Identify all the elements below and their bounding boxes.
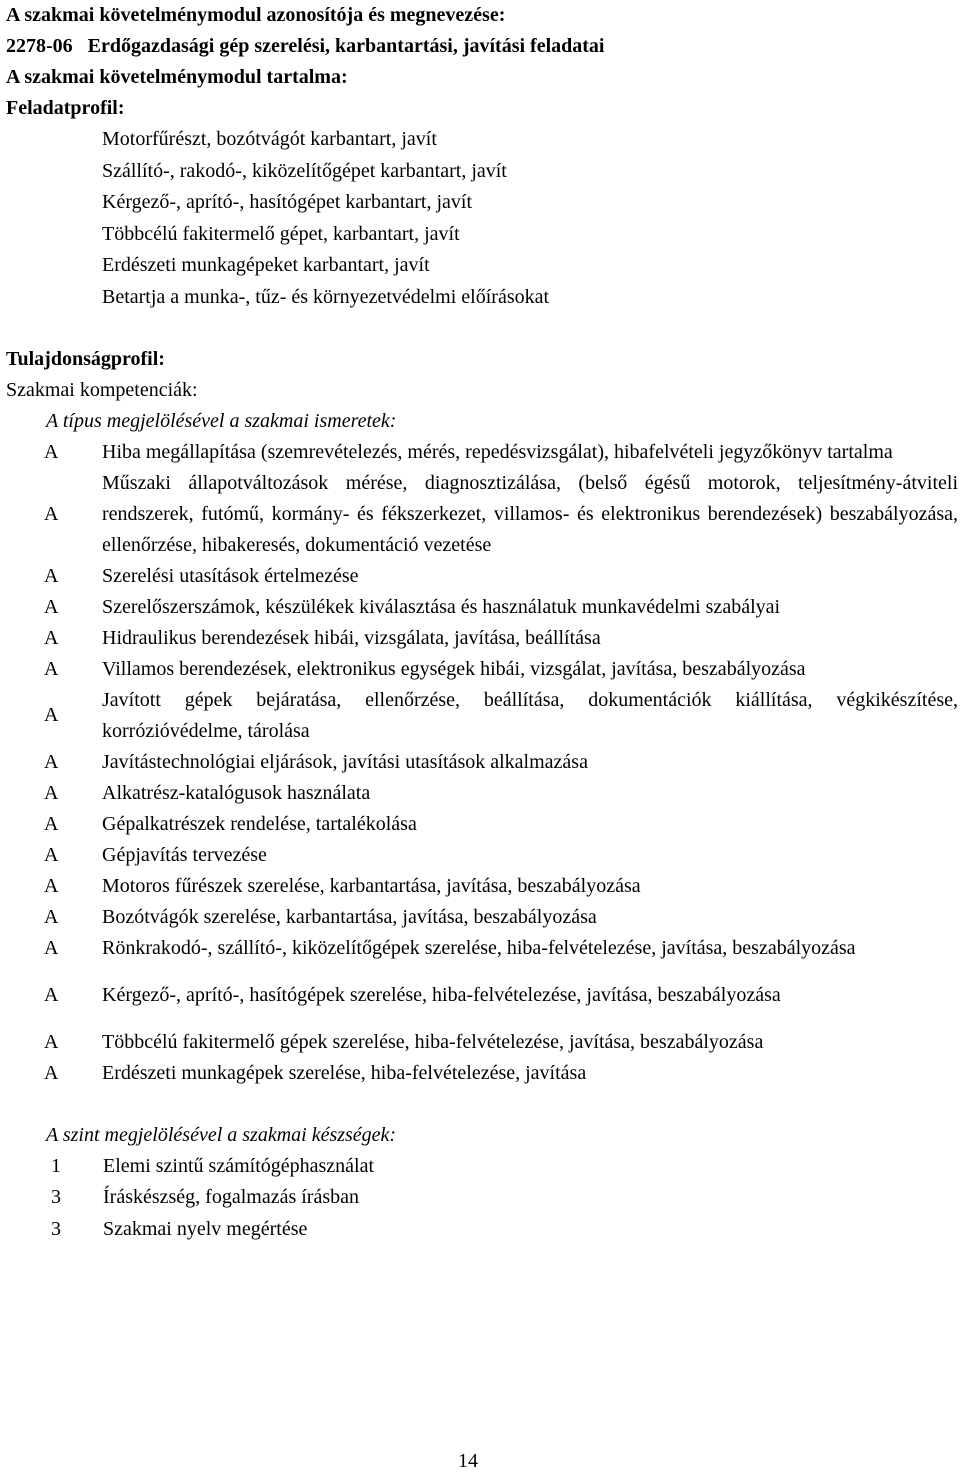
type-cell: A (44, 704, 59, 727)
knowledge-cell: Motoros fűrészek szerelése, karbantartása, javítása, beszabályozása (102, 874, 641, 897)
table-row (44, 1019, 958, 1058)
knowledge-table (44, 437, 958, 1089)
type-cell: A (44, 657, 59, 680)
type-cell: A (44, 983, 59, 1006)
type-cell: A (44, 1061, 59, 1084)
table-row (44, 778, 958, 809)
knowledge-cell: Alkatrész-katalógusok használata (102, 781, 371, 804)
knowledge-cell: Hidraulikus berendezések hibái, vizsgálata, javítása, beállítása (102, 626, 601, 649)
table-row (44, 840, 958, 871)
task-item: Betartja a munka-, tűz- és környezetvédelmi előírásokat (102, 285, 550, 308)
document-page (6, 0, 958, 1245)
type-cell: A (44, 1030, 59, 1053)
knowledge-cell: Javítástechnológiai eljárások, javítási utasítások alkalmazása (102, 750, 588, 773)
knowledge-cell: Javított gépek bejáratása, ellenőrzése, beállítása, dokumentációk kiállítása, végkikészítése, korrózióvédelme, tárolása (102, 688, 958, 742)
table-row (44, 468, 958, 561)
table-row (44, 561, 958, 592)
type-cell: A (44, 874, 59, 897)
task-list (6, 124, 958, 314)
table-row (44, 623, 958, 654)
knowledge-cell: Hiba megállapítása (szemrevételezés, mérés, repedésvizsgálat), hibafelvételi jegyzőkönyv tartalma (102, 440, 893, 463)
table-row (44, 592, 958, 623)
level-cell: 3 (51, 1186, 61, 1209)
table-row (44, 902, 958, 933)
competences-heading: Szakmai kompetenciák: (6, 378, 198, 401)
knowledge-cell: Műszaki állapotváltozások mérése, diagnosztizálása, (belső égésű motorok, teljesítmény-átviteli rendszerek, futómű, kormány- és fékszerkezet, villamos- és elektronikus berendezések) beszabályozása, ellenőrzése, hibakeresés, dokumentáció vezetése (102, 471, 958, 556)
module-header (6, 0, 958, 124)
type-cell: A (44, 750, 59, 773)
knowledge-cell: Szerelőszerszámok, készülékek kiválasztása és használatuk munkavédelmi szabályai (102, 595, 781, 618)
task-item: Többcélú fakitermelő gépet, karbantart, javít (102, 222, 460, 245)
page-number: 14 (458, 1450, 478, 1472)
knowledge-cell: Erdészeti munkagépek szerelése, hiba-felvételezése, javítása (102, 1061, 587, 1084)
module-content-heading: A szakmai követelménymodul tartalma: (6, 66, 348, 88)
skill-cell: Elemi szintű számítógéphasználat (103, 1154, 375, 1177)
type-cell: A (44, 564, 59, 587)
property-profile-heading: Tulajdonságprofil: (6, 347, 165, 370)
task-item: Kérgező-, aprító-, hasítógépet karbantart, javít (102, 191, 473, 214)
type-cell: A (44, 626, 59, 649)
table-row (44, 747, 958, 778)
knowledge-cell: Szerelési utasítások értelmezése (102, 564, 359, 587)
type-cell: A (44, 502, 59, 525)
type-cell: A (44, 595, 59, 618)
table-row (44, 871, 958, 902)
knowledge-heading: A típus megjelölésével a szakmai ismeretek: (46, 409, 397, 432)
knowledge-cell: Rönkrakodó-, szállító-, kiközelítőgépek szerelése, hiba-felvételezése, javítása, beszabályozása (102, 936, 856, 959)
module-id-heading: A szakmai követelménymodul azonosítója és megnevezése: (6, 4, 506, 26)
type-cell: A (44, 843, 59, 866)
table-row (44, 685, 958, 747)
table-row (44, 809, 958, 840)
level-cell: 1 (51, 1154, 61, 1177)
task-profile-heading: Feladatprofil: (6, 97, 125, 119)
knowledge-cell: Kérgező-, aprító-, hasítógépek szerelése, hiba-felvételezése, javítása, beszabályozása (102, 983, 781, 1006)
type-cell: A (44, 905, 59, 928)
skill-cell: Íráskészség, fogalmazás írásban (103, 1186, 359, 1209)
table-row (51, 1182, 374, 1214)
table-row (51, 1151, 374, 1183)
type-cell: A (44, 812, 59, 835)
task-item: Erdészeti munkagépeket karbantart, javít (102, 254, 430, 277)
module-title: 2278-06 Erdőgazdasági gép szerelési, karbantartási, javítási feladatai (6, 35, 605, 57)
task-item: Motorfűrészt, bozótvágót karbantart, javít (102, 128, 437, 150)
task-item: Szállító-, rakodó-, kiközelítőgépet karbantart, javít (102, 159, 507, 182)
skills-table (51, 1151, 374, 1246)
table-row (44, 654, 958, 685)
type-cell: A (44, 781, 59, 804)
knowledge-cell: Bozótvágók szerelése, karbantartása, javítása, beszabályozása (102, 905, 597, 928)
type-cell: A (44, 440, 59, 463)
table-row (44, 964, 958, 1019)
skill-cell: Szakmai nyelv megértése (103, 1217, 308, 1240)
knowledge-cell: Villamos berendezések, elektronikus egységek hibái, vizsgálat, javítása, beszabályozása (102, 657, 806, 680)
type-cell: A (44, 936, 59, 959)
knowledge-cell: Gépjavítás tervezése (102, 843, 267, 866)
level-cell: 3 (51, 1217, 61, 1240)
knowledge-cell: Többcélú fakitermelő gépek szerelése, hiba-felvételezése, javítása, beszabályozása (102, 1030, 764, 1053)
table-row (51, 1214, 374, 1246)
table-row (44, 933, 958, 964)
skills-heading: A szint megjelölésével a szakmai készségek: (46, 1123, 397, 1146)
knowledge-cell: Gépalkatrészek rendelése, tartalékolása (102, 812, 417, 835)
table-row (44, 437, 958, 468)
table-row (44, 1058, 958, 1089)
